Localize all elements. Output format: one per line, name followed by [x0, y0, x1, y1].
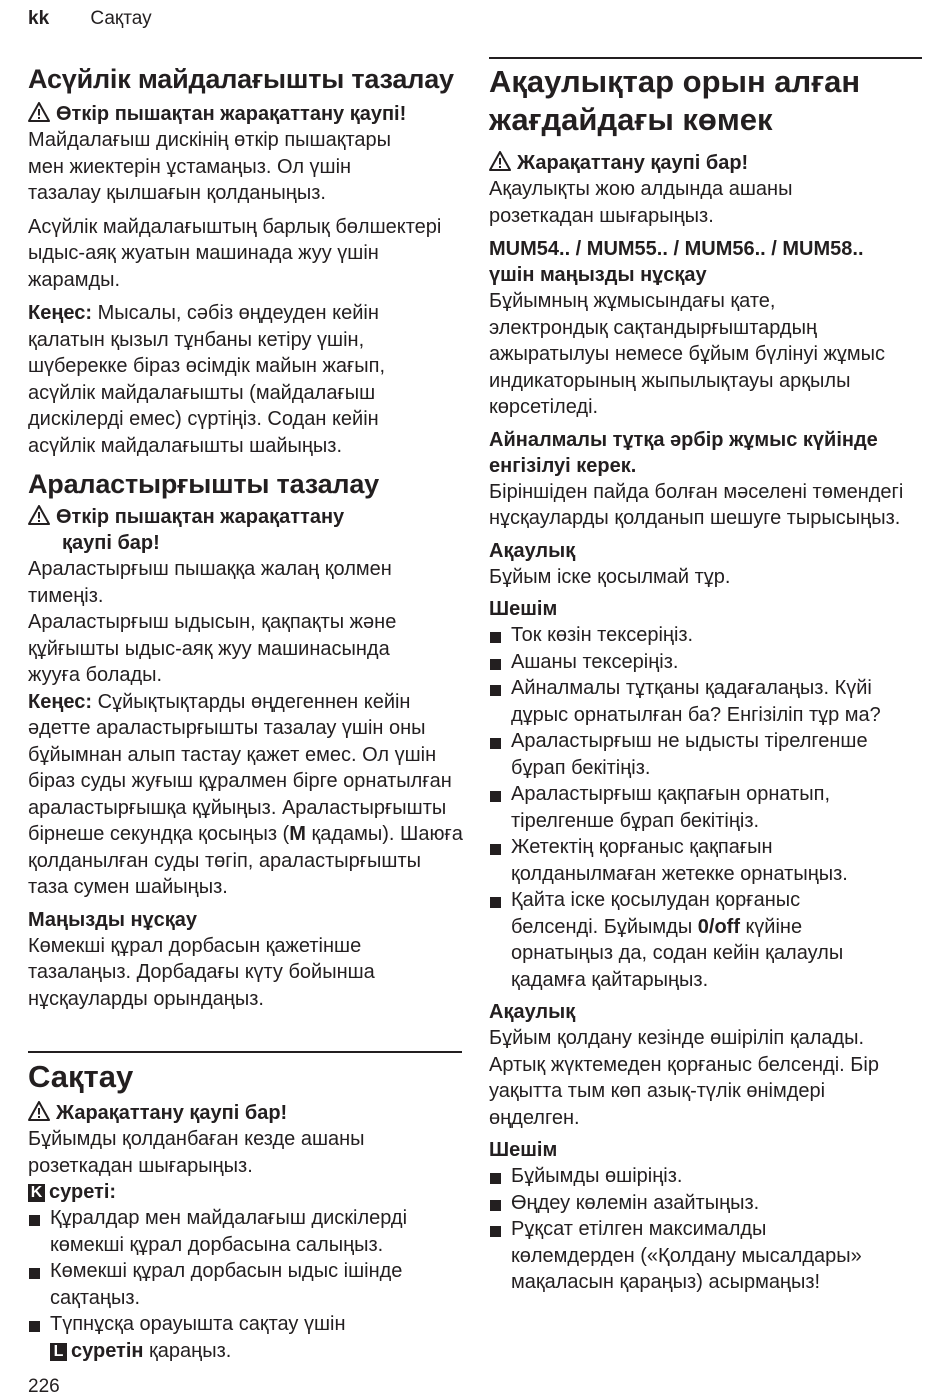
list-item-text: Қайта іске қосылудан қорғаныс белсенді. Бұйымды — [511, 889, 801, 938]
warning-text: Өткір пышақтан жарақаттану — [56, 506, 345, 528]
tip-text: Мысалы, сәбіз өңдеуден кейін қалатын қызыл тұнбаны кетіру үшін, шүберекке біраз өсімдік майын жағып, асүйлік майдалағышты (майдалағыш дискілерді емес) сүртіңіз. Содан кейін асүйлік майдалағышты шайыңыз. — [28, 302, 386, 457]
section-blender-cleaning — [28, 469, 464, 1012]
tip-paragraph — [28, 300, 443, 459]
list-item — [28, 1311, 453, 1364]
page-number: 226 — [28, 1376, 60, 1397]
tip-text: қадамы). Шаюға қолданылған суды төгіп, араластырғышты таза сумен шайыңыз. — [28, 823, 463, 898]
list-item: Өңдеу көлемін азайтыңыз. — [489, 1190, 889, 1217]
section-heading-line2: жағдайдағы көмек — [489, 102, 773, 137]
list-item: Айналмалы тұтқаны қадағалаңыз. Күйі дұрыс орнатылған ба? Енгізіліп тұр ма? — [489, 675, 889, 728]
warning-text: Жарақаттану қаупі бар! — [56, 1102, 288, 1124]
figure-reference — [28, 1179, 464, 1205]
figure-label: суреті: — [49, 1181, 117, 1203]
note-heading: Маңызды нұсқау — [28, 908, 198, 931]
list-item: Бұйымды өшіріңіз. — [489, 1163, 889, 1190]
language-code: kk — [28, 8, 50, 29]
solution-list — [489, 622, 889, 993]
tip-label: Кеңес: — [28, 302, 93, 324]
list-item-text: қараңыз. — [143, 1339, 232, 1362]
tip-text: Сұйықтықтарды өңдегеннен кейін әдетте араластырғышты тазалау үшін оны бұйымнан алып тастау қажет емес. Ол үшін біраз суды жуғыш құралмен бірге орнатылған араластырғышқа құйыңыз. Араластырғышты бірнеше секундқа қосыңыз ( — [28, 690, 452, 845]
off-position-label: 0/off — [697, 915, 740, 938]
warning-triangle-icon — [28, 102, 50, 122]
warning-line — [28, 1100, 464, 1126]
paragraph: Асүйлік майдалағыштың барлық бөлшектері ыдыс-аяқ жуатын машинада жуу үшін жарамды. — [28, 215, 442, 291]
fault-text: Бұйым іске қосылмай тұр. — [489, 565, 731, 588]
list-item: Ашаны тексеріңіз. — [489, 649, 889, 676]
list-item: Араластырғыш қақпағын орнатып, тірелгенше бұрап бекітіңіз. — [489, 781, 889, 834]
list-item — [489, 887, 889, 993]
tip-label: Кеңес: — [28, 690, 93, 713]
solution-list — [489, 1163, 889, 1296]
rotary-knob-note: Айналмалы тұтқа әрбір жұмыс күйінде енгізілуі керек. — [489, 428, 878, 477]
section-divider — [28, 1051, 462, 1053]
model-note-heading-2: үшін маңызды нұсқау — [489, 264, 707, 286]
warning-text: Өткір пышақтан жарақаттану қаупі! — [56, 103, 407, 125]
figure-l-box: L — [50, 1343, 67, 1361]
figure-k-box: K — [28, 1184, 45, 1202]
paragraph: Біріншіден пайда болған мәселені төмендегі нұсқауларды қолданып шешуге тырысыңыз. — [489, 480, 904, 529]
section-shredder-cleaning — [28, 64, 464, 459]
section-heading-line1: Ақаулықтар орын алған — [489, 64, 861, 99]
note-text: Көмекші құрал дорбасын қажетінше тазалаңыз. Дорбадағы күту бойынша нұсқауларды орындаңыз. — [28, 934, 375, 1010]
list-item: Ток көзін тексеріңіз. — [489, 622, 889, 649]
list-item: Жетектің қорғаныс қақпағын қолданылмаған жетекке орнатыңыз. — [489, 834, 889, 887]
step-m-label: M — [289, 823, 306, 845]
warning-text: Жарақаттану қаупі бар! — [517, 152, 749, 174]
figure-ref-bold: суретін — [71, 1339, 144, 1362]
list-item: Араластырғыш не ыдысты тірелгенше бұрап бекітіңіз. — [489, 728, 889, 781]
paragraph: Араластырғыш ыдысын, қақпақты және құйғышты ыдыс-аяқ жуу машинасында жууға болады. — [28, 611, 397, 686]
section-storage — [28, 1058, 464, 1364]
fault-heading: Ақаулық — [489, 539, 576, 562]
warning-line — [489, 150, 922, 176]
section-heading: Асүйлік майдалағышты тазалау — [28, 64, 454, 94]
paragraph: Майдалағыш дискінің өткір пышақтары мен жиектерін ұстамаңыз. Ол үшін тазалау қылшағын қолданыңыз. — [28, 129, 391, 204]
warning-line — [28, 504, 464, 530]
storage-list — [28, 1205, 453, 1364]
solution-heading: Шешім — [489, 1139, 558, 1161]
list-item-text: Түпнұсқа орауышта сақтау үшін — [50, 1313, 346, 1335]
warning-line — [28, 101, 464, 127]
warning-triangle-icon — [489, 151, 511, 171]
fault-heading: Ақаулық — [489, 1001, 576, 1023]
paragraph: Араластырғыш пышаққа жалаң қолмен тимеңіз. — [28, 558, 392, 607]
list-item: Құралдар мен майдалағыш дискілерді көмекші құрал дорбасына салыңыз. — [28, 1205, 453, 1258]
model-note-heading: MUM54.. / MUM55.. / MUM56.. / MUM58.. — [489, 238, 864, 260]
warning-triangle-icon — [28, 1101, 50, 1121]
paragraph: Ақаулықты жою алдында ашаны розеткадан шығарыңыз. — [489, 178, 793, 227]
fault-text: Бұйым қолдану кезінде өшіріліп қалады. Артық жүктемеден қорғаныс белсенді. Бір уақытта тым көп азық-түлік өнімдері өңделген. — [489, 1027, 879, 1129]
solution-heading: Шешім — [489, 598, 558, 620]
section-heading: Араластырғышты тазалау — [28, 469, 379, 499]
section-heading: Сақтау — [28, 1059, 134, 1094]
warning-triangle-icon — [28, 505, 50, 525]
page-header — [28, 8, 152, 30]
list-item: Рұқсат етілген максималды көлемдерден («Қолдану мысалдары» мақаласын қараңыз) асырмаңыз! — [489, 1216, 889, 1296]
tip-paragraph — [28, 689, 464, 901]
warning-text-continued: қаупі бар! — [62, 532, 160, 554]
section-divider — [489, 57, 922, 59]
paragraph: Бұйымды қолданбаған кезде ашаны розеткадан шығарыңыз. — [28, 1128, 365, 1177]
list-item: Көмекші құрал дорбасын ыдыс ішінде сақтаңыз. — [28, 1258, 453, 1311]
list-item-text: күйіне орнатыңыз да, содан кейін қалаулы қадамға қайтарыңыз. — [511, 915, 844, 991]
running-section-title: Сақтау — [90, 8, 152, 29]
section-troubleshooting — [489, 63, 922, 1296]
paragraph: Бұйымның жұмысындағы қате, электрондық сақтандырғыштардың ажыратылуы немесе бұйым бүлінуі жұмыс индикаторының жыпылықтауы арқылы көрсетіледі. — [489, 290, 885, 418]
